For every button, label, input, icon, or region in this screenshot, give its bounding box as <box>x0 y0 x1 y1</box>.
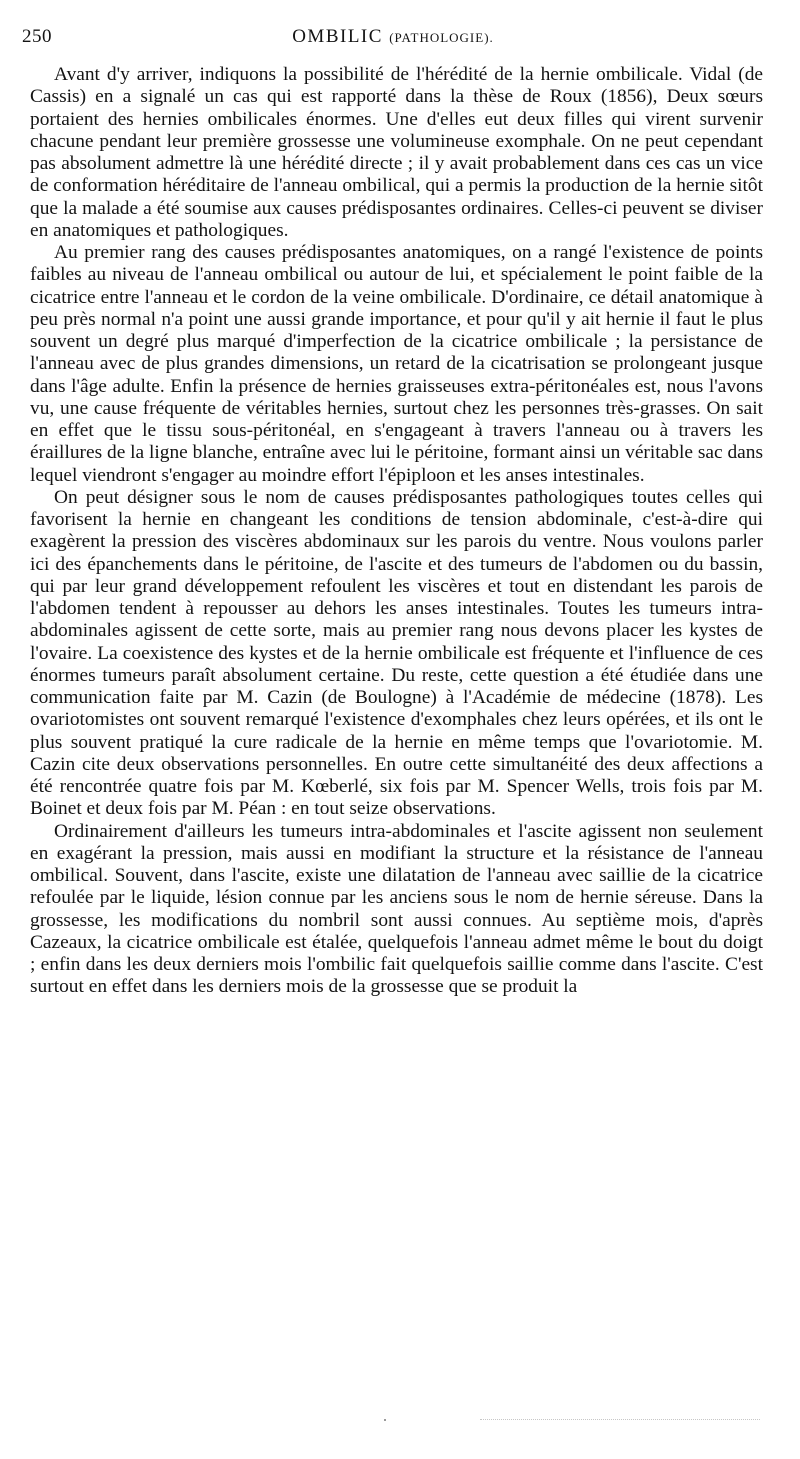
paragraph: Ordinairement d'ailleurs les tumeurs intra-abdominales et l'ascite agissent non seulement en exagérant la pression, mais aussi en modifiant la structure et la résistance de l'anneau ombilical. Souvent, dans l'ascite, existe une dilatation de l'anneau avec saillie de la cicatrice refoulée par le liquide, lésion connue par les anciens sous le nom de hernie séreuse. Dans la grossesse, les modifications du nombril sont aussi connues. Au septième mois, d'après Cazeaux, la cicatrice ombilicale est étalée, quelquefois l'anneau admet même le bout du doigt ; enfin dans les deux derniers mois l'ombilic fait quelquefois saillie comme dans l'ascite. C'est surtout en effet dans les derniers mois de la grossesse que se produit la <box>30 820 763 998</box>
paragraph: On peut désigner sous le nom de causes prédisposantes pathologiques toutes celles qui favorisent la hernie en changeant les conditions de tension abdominale, c'est-à-dire qui exagèrent la pression des viscères abdominaux sur les parois du ventre. Nous voulons parler ici des épanchements dans le péritoine, de l'ascite et des tumeurs de l'abdomen ou du bassin, qui par leur grand développement refoulent les viscères et tout en distendant les parois de l'abdomen tendent à repousser au dehors les anses intestinales. Toutes les tumeurs intra-abdominales agissent de cette sorte, mais au premier rang nous devons placer les kystes de l'ovaire. La coexistence des kystes et de la hernie ombilicale est fréquente et l'influence de ces énormes tumeurs paraît absolument certaine. Du reste, cette question a été étudiée dans une communication faite par M. Cazin (de Boulogne) à l'Académie de médecine (1878). Les ovariotomistes ont souvent remarqué l'existence d'exomphales chez leurs opérées, et ils ont le plus souvent pratiqué la cure radicale de la hernie en même temps que l'ovariotomie. M. Cazin cite deux observations personnelles. En outre cette simultanéité des deux affections a été rencontrée quatre fois par M. Kœberlé, six fois par M. Spencer Wells, trois fois par M. Boinet et deux fois par M. Péan : en tout seize observations. <box>30 486 763 820</box>
paragraph: Au premier rang des causes prédisposantes anatomiques, on a rangé l'existence de points faibles au niveau de l'anneau ombilical ou autour de lui, et spécialement le point faible de la cicatrice entre l'anneau et le cordon de la veine ombilicale. D'ordinaire, ce détail anatomique à peu près normal n'a point une aussi grande importance, et pour qu'il y ait hernie il faut le plus souvent un degré plus marqué d'imperfection de la cicatrice ombilicale ; la persistance de l'anneau avec de plus grandes dimensions, un retard de la cicatrisation se prolongeant jusque dans l'âge adulte. Enfin la présence de hernies graisseuses extra-péritonéales est, nous l'avons vu, une cause fréquente de véritables hernies, surtout chez les personnes très-grasses. On sait en effet que le tissu sous-péritonéal, en s'engageant à travers l'anneau ou à travers les éraillures de la ligne blanche, entraîne avec lui le péritoine, formant ainsi un véritable sac dans lequel viendront s'engager au moindre effort l'épiploon et les anses intestinales. <box>30 242 763 486</box>
running-title-subtitle: (PATHOLOGIE). <box>389 30 494 45</box>
running-title <box>22 26 764 48</box>
scan-speck <box>384 1419 386 1421</box>
paragraph: Avant d'y arriver, indiquons la possibilité de l'hérédité de la hernie ombilicale. Vidal (de Cassis) en a signalé un cas qui est rapporté dans la thèse de Roux (1856), Deux sœurs portaient des hernies ombilicales énormes. Une d'elles eut deux filles qui virent survenir chacune pendant leur première grossesse une volumineuse exomphale. On ne peut cependant pas absolument admettre là une hérédité directe ; il y avait probablement dans ces cas un vice de conformation héréditaire de l'anneau ombilical, qui a permis la production de la hernie sitôt que la malade a été soumise aux causes prédisposantes ordinaires. Celles-ci peuvent se diviser en anatomiques et pathologiques. <box>30 64 763 241</box>
running-title-main: OMBILIC <box>292 26 383 47</box>
running-header <box>22 26 764 56</box>
body-text <box>30 64 763 999</box>
scan-bleed-through <box>480 1419 760 1423</box>
page-number: 250 <box>22 26 52 47</box>
